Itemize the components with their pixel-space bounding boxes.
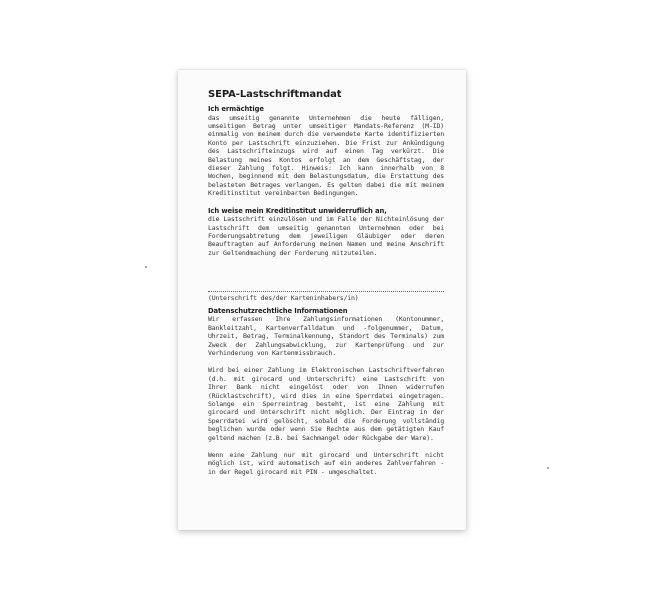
privacy-heading: Datenschutzrechtliche Informationen bbox=[208, 306, 348, 315]
signature-label: (Unterschrift des/der Karteninhabers/in) bbox=[208, 294, 359, 303]
bank-instruction-heading: Ich weise mein Kreditinstitut unwiderruflich an, bbox=[208, 206, 387, 215]
privacy-paragraph-1: Wir erfassen Ihre Zahlungsinformationen (Kontonummer, Bankleitzahl, Kartenverfalldatum und -folgenummer, Datum, Uhrzeit, Betrag, Terminalkennung, Standort des Terminals) zum Zweck der Zahlungsabwicklung, zur Kartenprüfung und zur Verhinderung von Kartenmissbrauch. bbox=[208, 315, 444, 357]
mandate-receipt bbox=[178, 70, 466, 530]
privacy-paragraph-2: Wird bei einer Zahlung im Elektronischen Lastschriftverfahren (d.h. mit girocard und Unterschrift) eine Lastschrift von Ihrer Bank nicht eingelöst oder von Ihnen widerrufen (Rücklastschrift), wird dies in eine Sperrdatei eingetragen. Solange ein Sperreintrag besteht, ist eine Zahlung mit girocard und Unterschrift nicht möglich. Der Eintrag in der Sperrdatei wird gelöscht, sobald die Forderung vollständig beglichen wurde oder wenn Sie Rechte aus dem getätigten Kauf geltend machen (z.B. bei Sachmangel oder Rückgabe der Ware). bbox=[208, 366, 444, 442]
scan-speck-right bbox=[547, 467, 549, 469]
signature-line bbox=[208, 291, 444, 292]
scan-speck-left bbox=[145, 266, 147, 268]
privacy-paragraph-3: Wenn eine Zahlung nur mit girocard und Unterschrift nicht möglich ist, wird automatisch auf ein anderes Zahlverfahren - in der Regel girocard mit PIN - umgeschaltet. bbox=[208, 450, 444, 476]
authorization-text: das umseitig genannte Unternehmen die heute fälligen, umseitigen Betrag unter umseitiger Mandats-Referenz (M-ID) einmalig von meinem durch die verwendete Karte identifizierten Konto per Lastschrift einzuziehen. Die Frist zur Ankündigung des Lastschrifteinzugs wird auf einen Tag verkürzt. Die Belastung meines Kontos erfolgt an dem Geschäftstag, der dieser Zahlung folgt. Hinweis: Ich kann innerhalb von 8 Wochen, beginnend mit dem Belastungsdatum, die Erstattung des belasteten Betrages verlangen. Es gelten dabei die mit meinem Kreditinstitut vereinbarten Bedingungen. bbox=[208, 113, 444, 198]
mandate-title: SEPA-Lastschriftmandat bbox=[208, 89, 342, 100]
authorization-heading: Ich ermächtige bbox=[208, 105, 264, 113]
bank-instruction-text: die Lastschrift einzulösen und im Falle der Nichteinlösung der Lastschrift dem umseitig genannten Unternehmen oder bei Forderungsabtretung dem jeweiligen Gläubiger oder deren Beauftragten auf Anforderung meinen Namen und meine Anschrift zur Geltendmachung der Forderung mitzuteilen. bbox=[208, 215, 444, 257]
